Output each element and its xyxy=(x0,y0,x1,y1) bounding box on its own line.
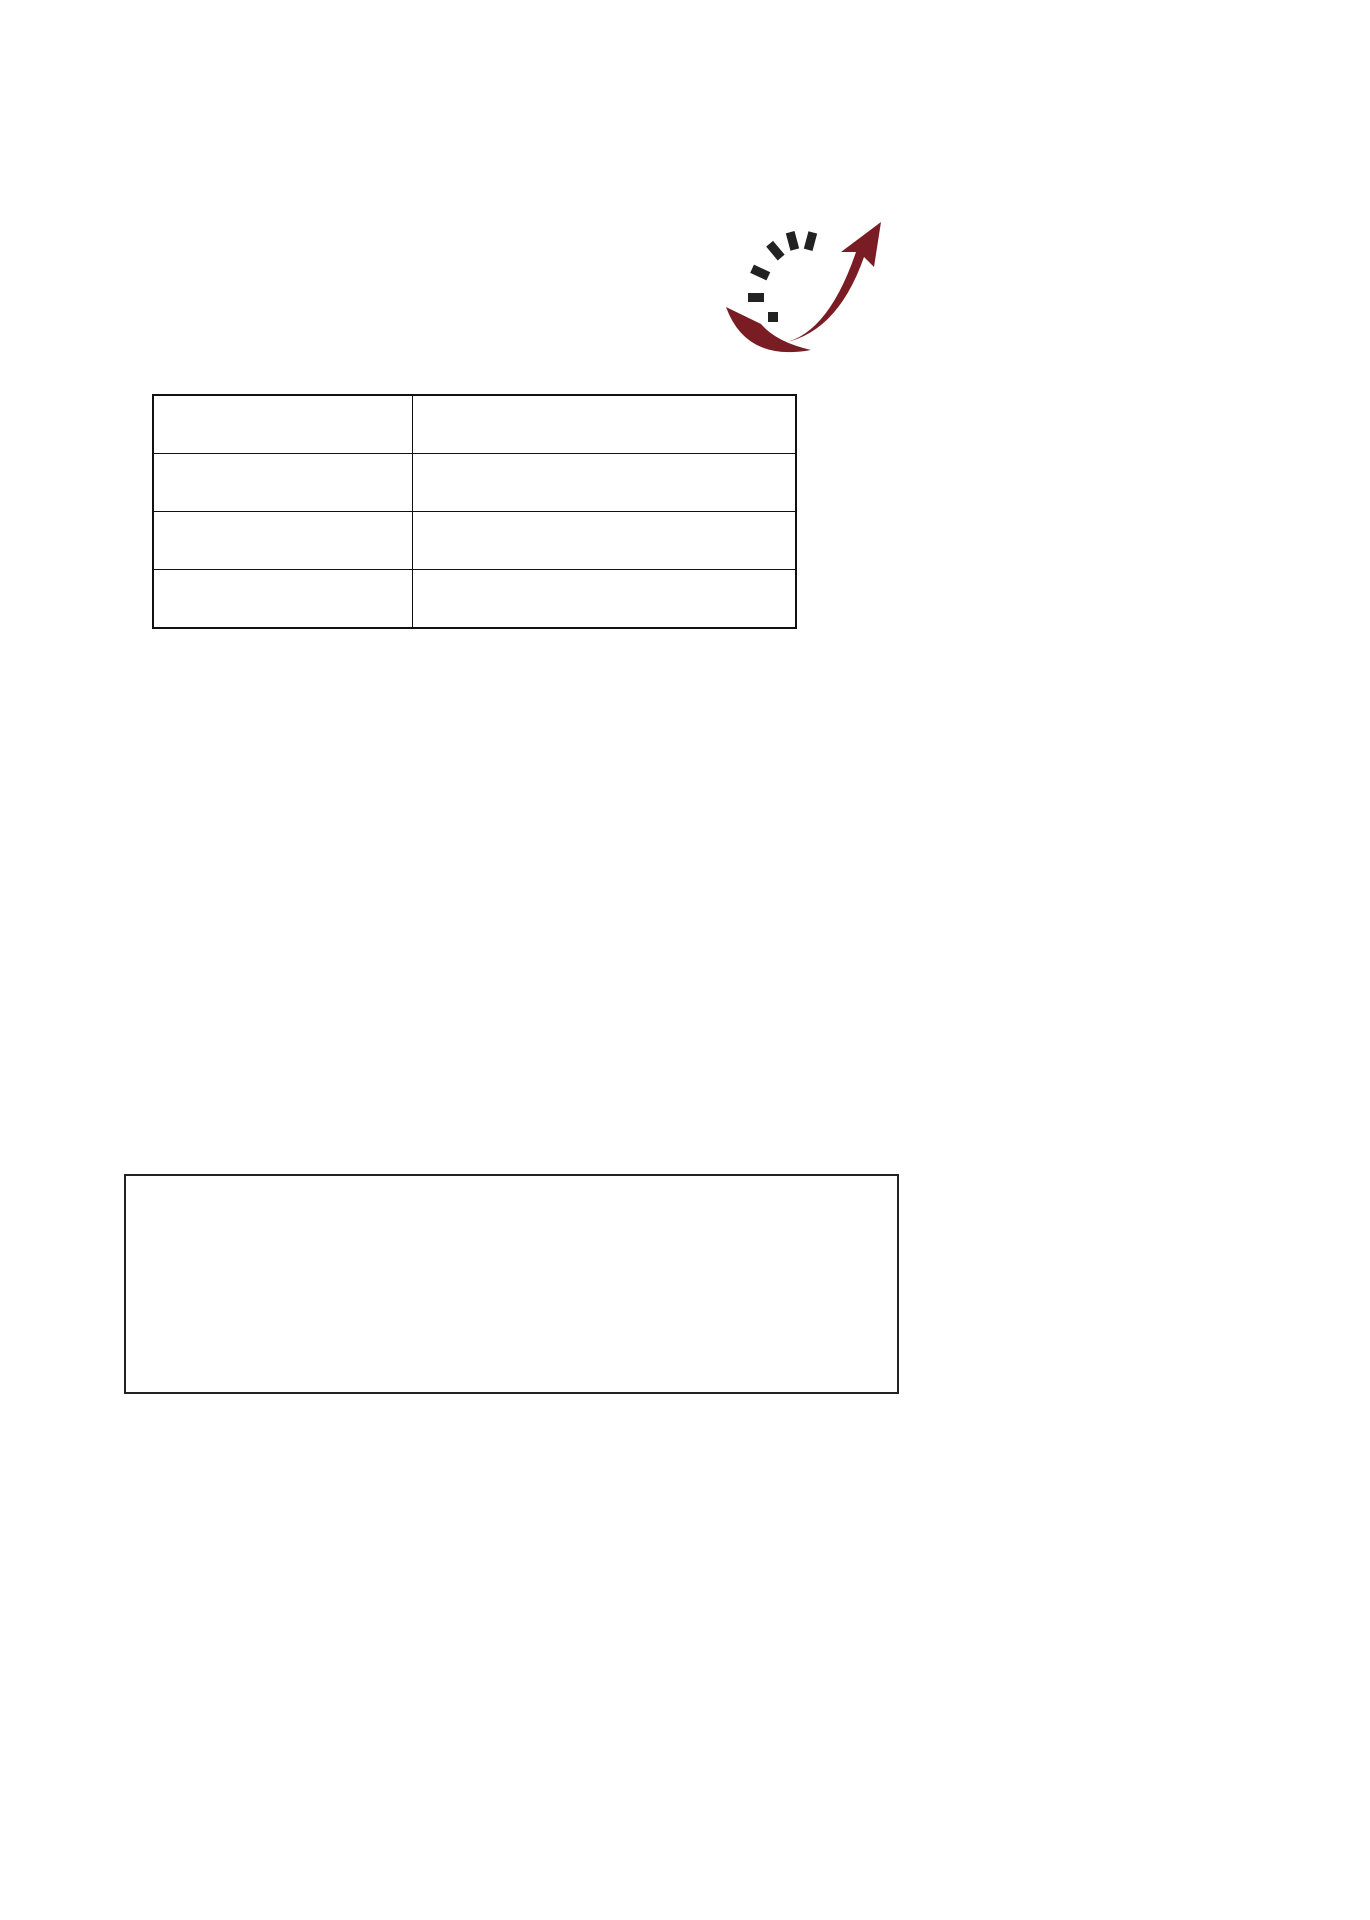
mileage-label xyxy=(153,512,413,570)
table-row xyxy=(153,395,796,454)
qr-code-icon xyxy=(1020,396,1242,618)
repairs-box xyxy=(124,1174,899,1394)
company-logo xyxy=(716,212,1256,372)
mileage-value xyxy=(413,512,797,570)
table-row xyxy=(153,512,796,570)
registration-value xyxy=(413,395,797,454)
make-model-value xyxy=(413,454,797,512)
qr-code-icon xyxy=(266,1640,466,1840)
registration-label xyxy=(153,395,413,454)
speedometer-logo-icon xyxy=(716,212,891,362)
make-model-label xyxy=(153,454,413,512)
table-row xyxy=(153,570,796,629)
inspection-date-value xyxy=(413,570,797,629)
vehicle-qr-code[interactable] xyxy=(1020,396,1242,618)
inspection-date-label xyxy=(153,570,413,629)
vehicle-details-table xyxy=(152,394,797,629)
coventry-review-qr[interactable] xyxy=(846,1636,1046,1836)
leicester-review-qr[interactable] xyxy=(266,1640,466,1840)
table-row xyxy=(153,454,796,512)
qr-code-icon xyxy=(846,1636,1046,1836)
